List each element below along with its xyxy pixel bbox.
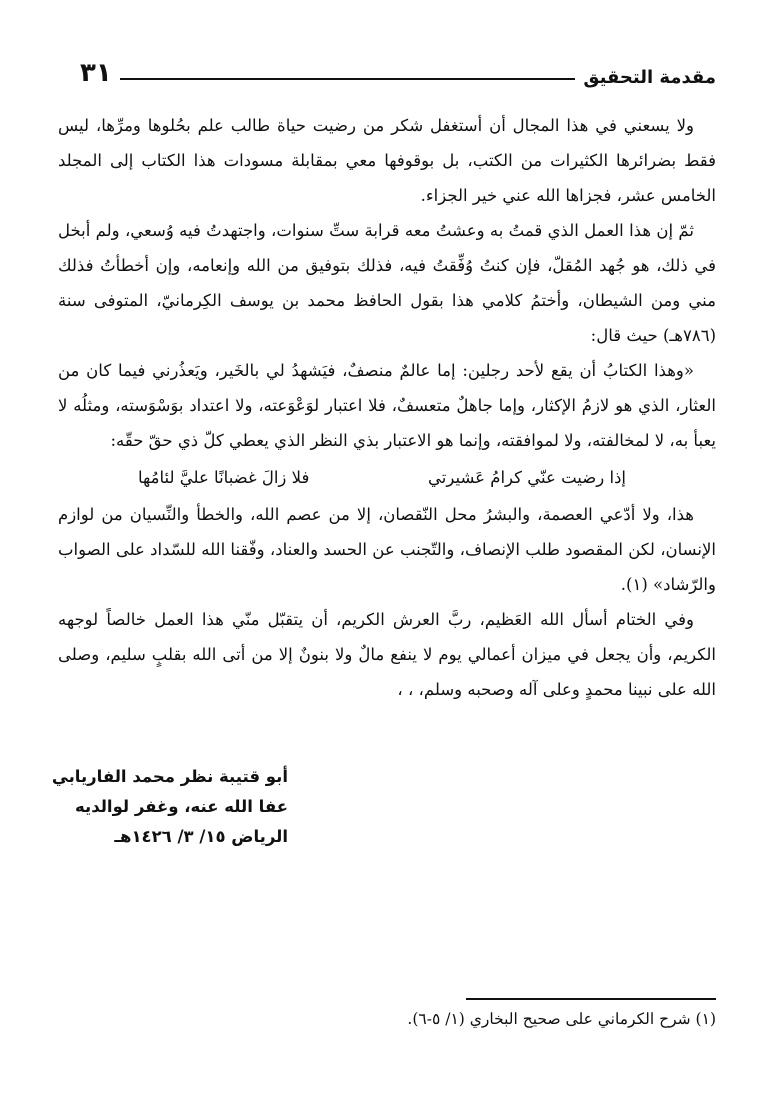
poem-hemistich-first: إذا رضيت عنّي كرامُ عَشيرتي [428, 468, 626, 487]
running-header [80, 58, 716, 88]
footnote-rule [466, 998, 716, 1000]
author-signature [52, 762, 288, 852]
signature-prayer: عفا الله عنه، وغفر لوالديه [75, 797, 288, 816]
paragraph-kirmani-quote: «وهذا الكتابُ أن يقع لأحد رجلين: إما عالمٌ منصفٌ، فيَشهدُ لي بالخَير، ويَعذُرني فيما كان من العثار، الذي هو لازمُ الإكثار، وإما جاهلٌ متعسفٌ، فلا اعتبار لوَعْوَعته، ولا اعتداد بوَسْوَسته، ومثلُه لا يعبأ به، لا لمخالفته، ولا لموافقته، وإنما هو الاعتبار بذي النظر الذي يعطي كلّ ذي حقّ حقّه: [58, 361, 716, 450]
poem-verse [138, 460, 626, 495]
footnote: (١) شرح الكرماني على صحيح البخاري (١/ ٥-٦). [407, 1010, 716, 1028]
paragraph-acknowledgement: ولا يسعني في هذا المجال أن أستغفل شكر من رضيت حياة طالب علم بحُلوها ومرِّها، ليس فقط بضرائرها الكثيرات من الكتب، بل بوقوفها معي بمقابلة مسودات هذا الكتاب إلى المجلد الخامس عشر، فجزاها الله عني خير الجزاء. [58, 116, 716, 205]
page-number: ٣١ [80, 58, 112, 88]
signature-place-date: الرياض ١٥/ ٣/ ١٤٢٦هـ [114, 827, 288, 846]
paragraph-closing-prayer: وفي الختام أسأل الله العَظيم، ربَّ العرش الكريم، أن يتقبّل منّي هذا العمل خالصاً لوجهه الكريم، وأن يجعل في ميزان أعمالي يوم لا ينفع مالٌ ولا بنونٌ إلا من أتى الله بقلبٍ سليم، وصلى الله على نبينا محمدٍ وعلى آله وصحبه وسلم، ، ، [58, 610, 716, 699]
poem-hemistich-second: فلا زالَ غضبانًا عليَّ لئامُها [138, 468, 310, 487]
paragraph-work-description: ثمّ إن هذا العمل الذي قمتُ به وعشتُ معه قرابة ستِّ سنوات، واجتهدتُ فيه وُسعي، ولم أبخل في ذلك، هو جُهد المُقلّ، فإن كنتُ وُفِّقتُ فيه، فذلك بتوفيق من الله وإنعامه، وإن أخطأتُ فذلك مني ومن الشيطان، وأختمُ كلامي هذا بقول الحافظ محمد بن يوسف الكِرمانيّ، المتوفى سنة (٧٨٦هـ) حيث قال: [58, 221, 716, 345]
paragraph-quote-continuation: هذا، ولا أدّعي العصمة، والبشرُ محل النّقصان، إلا من عصم الله، والخطأ والنِّسيان من لوازم الإنسان، لكن المقصود طلب الإنصاف، والتّجنب عن الحسد والعناد، وفّقنا الله للسّداد على الصواب والرّشاد» (١). [58, 505, 716, 594]
header-title: مقدمة التحقيق [583, 67, 716, 88]
signature-name: أبو قتيبة نظر محمد الفاريابي [51, 767, 288, 786]
body-text [58, 108, 716, 707]
header-rule [120, 78, 576, 80]
